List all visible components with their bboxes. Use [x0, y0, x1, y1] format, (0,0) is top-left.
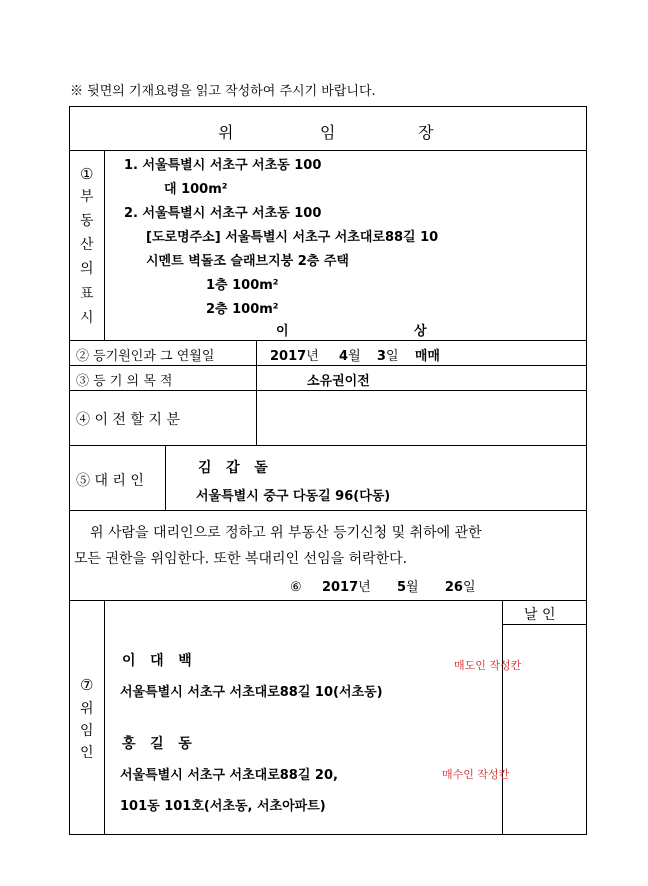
property-line-2: 대 100m²	[164, 182, 228, 197]
statement-line-2: 모든 권한을 위임한다. 또한 복대리인 선임을 허락한다.	[74, 551, 408, 567]
delegator-2-address-2: 101동 101호(서초동, 서초아파트)	[120, 799, 326, 814]
agent-label: ⑤ 대 리 인	[76, 473, 144, 489]
property-line-3: 2. 서울특별시 서초구 서초동 100	[124, 206, 322, 221]
agent-name: 김 갑 돌	[198, 460, 268, 476]
statement-date: ⑥ 2017년 5월 26일	[290, 580, 476, 595]
cause-value: 매매	[414, 349, 440, 364]
share-label: ④ 이 전 할 지 분	[76, 412, 180, 428]
property-footer-a: 이	[276, 324, 289, 339]
cause-label: ② 등기원인과 그 연월일	[76, 349, 215, 364]
property-line-1: 1. 서울특별시 서초구 서초동 100	[124, 158, 322, 173]
statement-line-1: 위 사람을 대리인으로 정하고 위 부동산 등기신청 및 취하에 관한	[90, 525, 482, 541]
purpose-value: 소유권이전	[307, 374, 370, 389]
seal-header: 날 인	[524, 607, 556, 623]
buyer-note: 매수인 작성칸	[442, 768, 510, 781]
delegator-2-address-1: 서울특별시 서초구 서초대로88길 20,	[120, 768, 338, 783]
property-footer-b: 상	[414, 324, 427, 339]
delegator-1-address: 서울특별시 서초구 서초대로88길 10(서초동)	[120, 685, 383, 700]
property-line-4: [도로명주소] 서울특별시 서초구 서초대로88길 10	[146, 230, 439, 245]
property-line-6: 1층 100m²	[206, 278, 279, 293]
seller-note: 매도인 작성칸	[454, 659, 522, 672]
delegator-1-name: 이 대 백	[122, 653, 192, 669]
delegator-2-name: 홍 길 동	[122, 736, 192, 752]
agent-address: 서울특별시 중구 다동길 96(다동)	[196, 489, 391, 504]
cause-date: 2017년 4월 3일 매매	[270, 349, 440, 364]
purpose-label: ③ 등 기 의 목 적	[76, 374, 173, 389]
property-line-5: 시멘트 벽돌조 슬래브지붕 2층 주택	[146, 254, 349, 269]
property-line-7: 2층 100m²	[206, 302, 279, 317]
notice-text: ※ 뒷면의 기재요령을 읽고 작성하여 주시기 바랍니다.	[70, 84, 376, 99]
